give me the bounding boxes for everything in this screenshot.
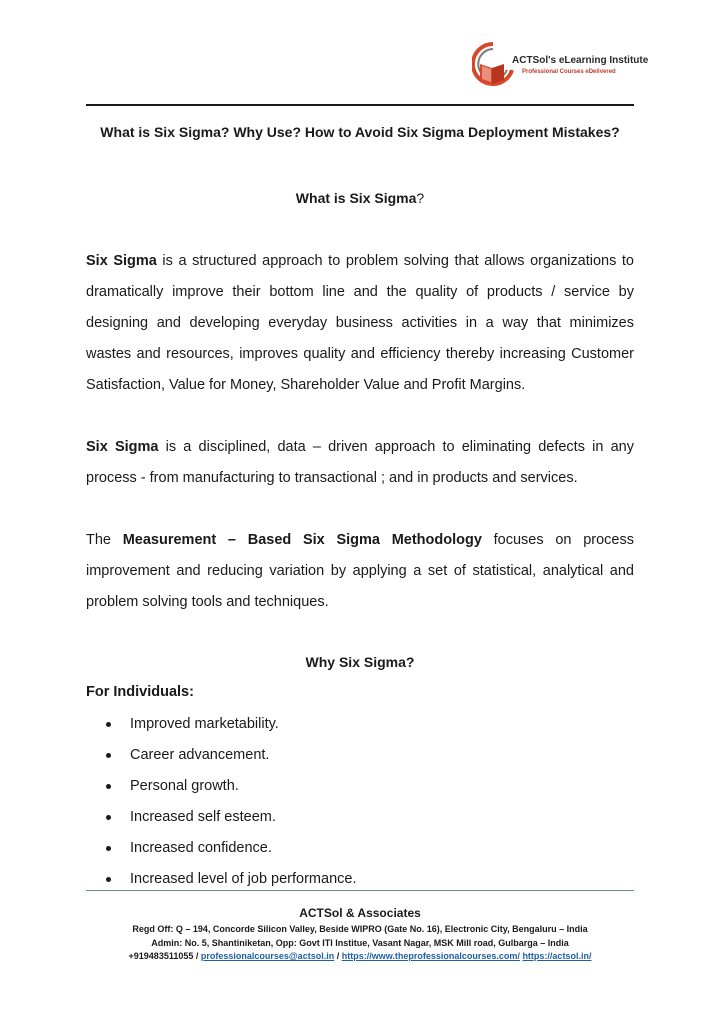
page-title-text: What is Six Sigma? Why Use? How to Avoid Six Sigma Deployment Mistakes? [100, 124, 620, 140]
footer-company-name: ACTSol & Associates [299, 906, 421, 920]
list-item [86, 709, 357, 740]
subheading-for-individuals: For Individuals: [86, 684, 194, 700]
bullet-icon [106, 722, 111, 727]
footer-divider [86, 890, 634, 891]
list-item [86, 740, 357, 771]
institute-logo [472, 40, 649, 90]
list-item [86, 802, 357, 833]
footer-admin-address: Admin: No. 5, Shantiniketan, Opp: Govt ITI Institue, Vasant Nagar, MSK Mill road, Gulbarga – India [151, 938, 569, 948]
footer-actsol-link[interactable]: https://actsol.in/ [522, 951, 592, 961]
page-title [86, 124, 634, 140]
paragraph-methodology [86, 525, 634, 618]
header-divider [86, 104, 634, 106]
open-book-logo-icon [472, 40, 514, 90]
bullet-icon [106, 784, 111, 789]
footer-website-link[interactable]: https://www.theprofessionalcourses.com/ [341, 951, 520, 961]
footer-separator: / [334, 951, 342, 961]
footer-registered-address: Regd Off: Q – 194, Concorde Silicon Valley, Beside WIPRO (Gate No. 16), Electronic City, Bengaluru – India [132, 924, 588, 934]
list-item-text: Increased level of job performance. [130, 871, 357, 887]
logo-title: ACTSol's eLearning Institute [512, 55, 649, 66]
list-item [86, 771, 357, 802]
bullet-icon [106, 846, 111, 851]
paragraph-methodology-text: focuses on process improvement and reducing variation by applying a set of statistical, analytical and problem solving tools and techniques. [86, 532, 634, 610]
bullet-icon [106, 877, 111, 882]
paragraph-methodology-term: Measurement – Based Six Sigma Methodology [122, 532, 482, 548]
section-heading-why-text: Why Six Sigma? [305, 654, 415, 670]
bullet-icon [106, 815, 111, 820]
list-item-text: Career advancement. [130, 747, 270, 763]
list-item-text: Personal growth. [130, 778, 239, 794]
list-item-text: Increased confidence. [130, 840, 272, 856]
section-heading-what-suffix: ? [416, 190, 425, 206]
paragraph-disciplined [86, 432, 634, 494]
benefits-list [86, 709, 357, 895]
section-heading-what-text: What is Six Sigma [295, 190, 417, 206]
footer-phone: +919483511055 [128, 951, 194, 961]
footer-email-link[interactable]: professionalcourses@actsol.in [200, 951, 335, 961]
footer-contact-line [60, 951, 660, 961]
logo-subtitle: Professional Courses eDelivered [522, 69, 616, 75]
footer-separator: / [193, 951, 201, 961]
list-item [86, 833, 357, 864]
list-item-text: Increased self esteem. [130, 809, 276, 825]
list-item-text: Improved marketability. [130, 716, 279, 732]
paragraph-definition-term: Six Sigma [86, 253, 157, 269]
paragraph-disciplined-term: Six Sigma [86, 439, 159, 455]
paragraph-definition [86, 246, 634, 401]
paragraph-disciplined-text: is a disciplined, data – driven approach to eliminating defects in any process - from manufacturing to transactional ; and in products and services. [86, 439, 634, 486]
section-heading-what [86, 190, 634, 206]
paragraph-definition-text: is a structured approach to problem solving that allows organizations to dramatically improve their bottom line and the quality of products / service by designing and developing everyday business activities in a way that minimizes wastes and resources, improves quality and efficiency thereby increasing Customer Satisfaction, Value for Money, Shareholder Value and Profit Margins. [86, 253, 634, 393]
paragraph-methodology-prefix: The [86, 532, 123, 548]
section-heading-why [86, 654, 634, 670]
bullet-icon [106, 753, 111, 758]
